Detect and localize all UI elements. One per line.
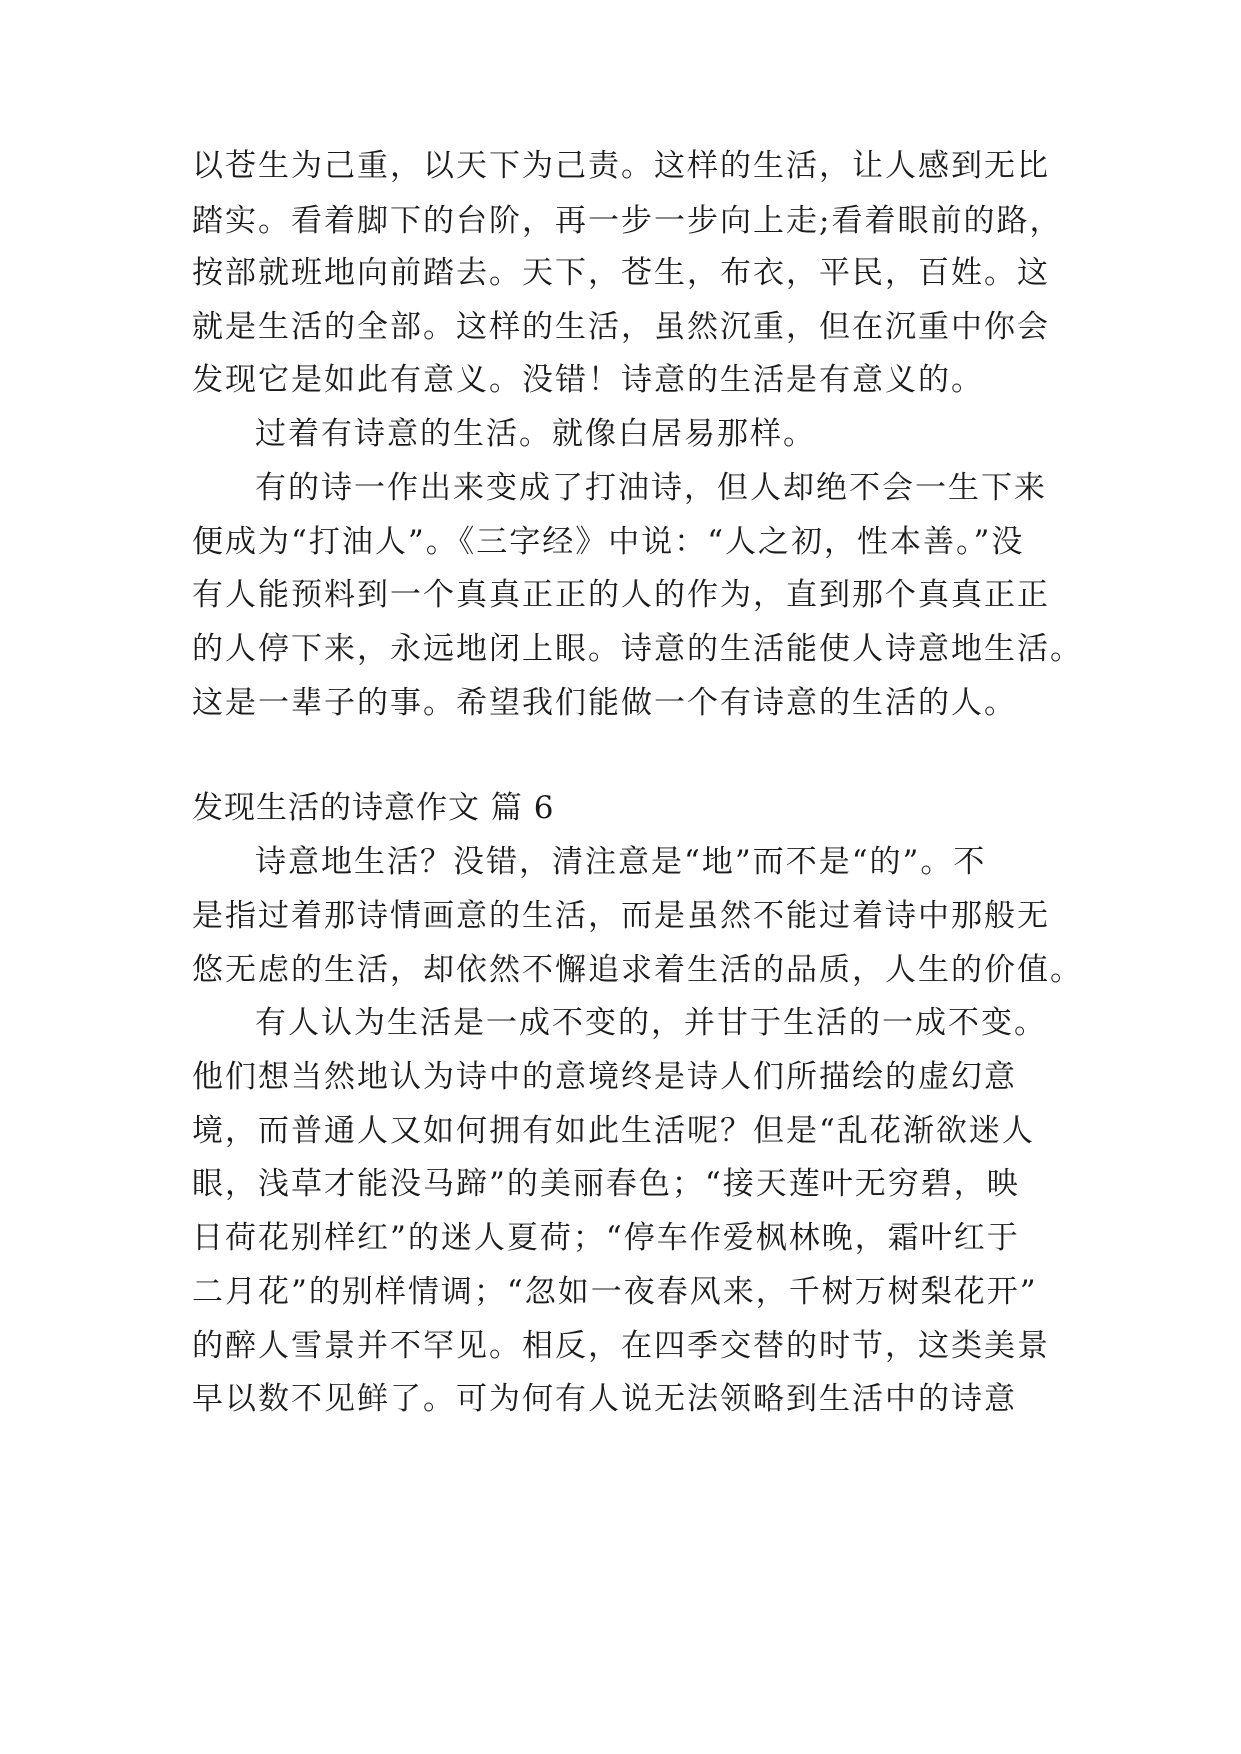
paragraph-5-line-3: 境，而普通人又如何拥有如此生活呢？但是“乱花渐欲迷人 xyxy=(192,1113,1035,1149)
paragraph-3-line-2: 便成为“打油人”。《三字经》中说：“人之初，性本善。”没 xyxy=(192,524,1025,560)
paragraph-1-line-2: 踏实。看着脚下的台阶，再一步一步向上走;看着眼前的路， xyxy=(192,203,1063,239)
paragraph-5-line-5: 日荷花别样红”的迷人夏荷；“停车作爱枫林晚，霜叶红于 xyxy=(192,1220,1020,1256)
paragraph-5-line-1: 有人认为生活是一成不变的，并甘于生活的一成不变。 xyxy=(255,1005,1047,1041)
paragraph-1-line-3: 按部就班地向前踏去。天下，苍生，布衣，平民，百姓。这 xyxy=(192,255,1050,291)
paragraph-3-line-3: 有人能预料到一个真真正正的人的作为，直到那个真真正正 xyxy=(192,577,1050,613)
paragraph-5-line-8: 早以数不见鲜了。可为何有人说无法领略到生活中的诗意 xyxy=(192,1381,1017,1417)
paragraph-3-line-4: 的人停下来，永远地闭上眼。诗意的生活能使人诗意地生活。 xyxy=(192,631,1083,667)
paragraph-5-line-6: 二月花”的别样情调；“忽如一夜春风来，千树万树梨花开” xyxy=(192,1274,1038,1310)
paragraph-5-line-2: 他们想当然地认为诗中的意境终是诗人们所描绘的虚幻意 xyxy=(192,1059,1017,1095)
paragraph-4-line-3: 悠无虑的生活，却依然不懈追求着生活的品质，人生的价值。 xyxy=(192,952,1083,988)
paragraph-5-line-7: 的醉人雪景并不罕见。相反，在四季交替的时节，这类美景 xyxy=(192,1328,1050,1364)
paragraph-1-line-1: 以苍生为己重，以天下为己责。这样的生活，让人感到无比 xyxy=(192,148,1050,184)
paragraph-3-line-5: 这是一辈子的事。希望我们能做一个有诗意的生活的人。 xyxy=(192,685,1017,721)
paragraph-5-line-4: 眼，浅草才能没马蹄”的美丽春色；“接天莲叶无穷碧，映 xyxy=(192,1166,1020,1202)
paragraph-1-line-5: 发现它是如此有意义。没错！诗意的生活是有意义的。 xyxy=(192,362,984,398)
paragraph-3-line-1: 有的诗一作出来变成了打油诗，但人却绝不会一生下来 xyxy=(255,470,1047,506)
paragraph-4-line-1: 诗意地生活？没错，清注意是“地”而不是“的”。不 xyxy=(255,844,987,880)
paragraph-4-line-2: 是指过着那诗情画意的生活，而是虽然不能过着诗中那般无 xyxy=(192,898,1050,934)
paragraph-2-line-1: 过着有诗意的生活。就像白居易那样。 xyxy=(255,416,816,452)
section-heading: 发现生活的诗意作文 篇 6 xyxy=(192,790,555,826)
paragraph-1-line-4: 就是生活的全部。这样的生活，虽然沉重，但在沉重中你会 xyxy=(192,309,1050,345)
